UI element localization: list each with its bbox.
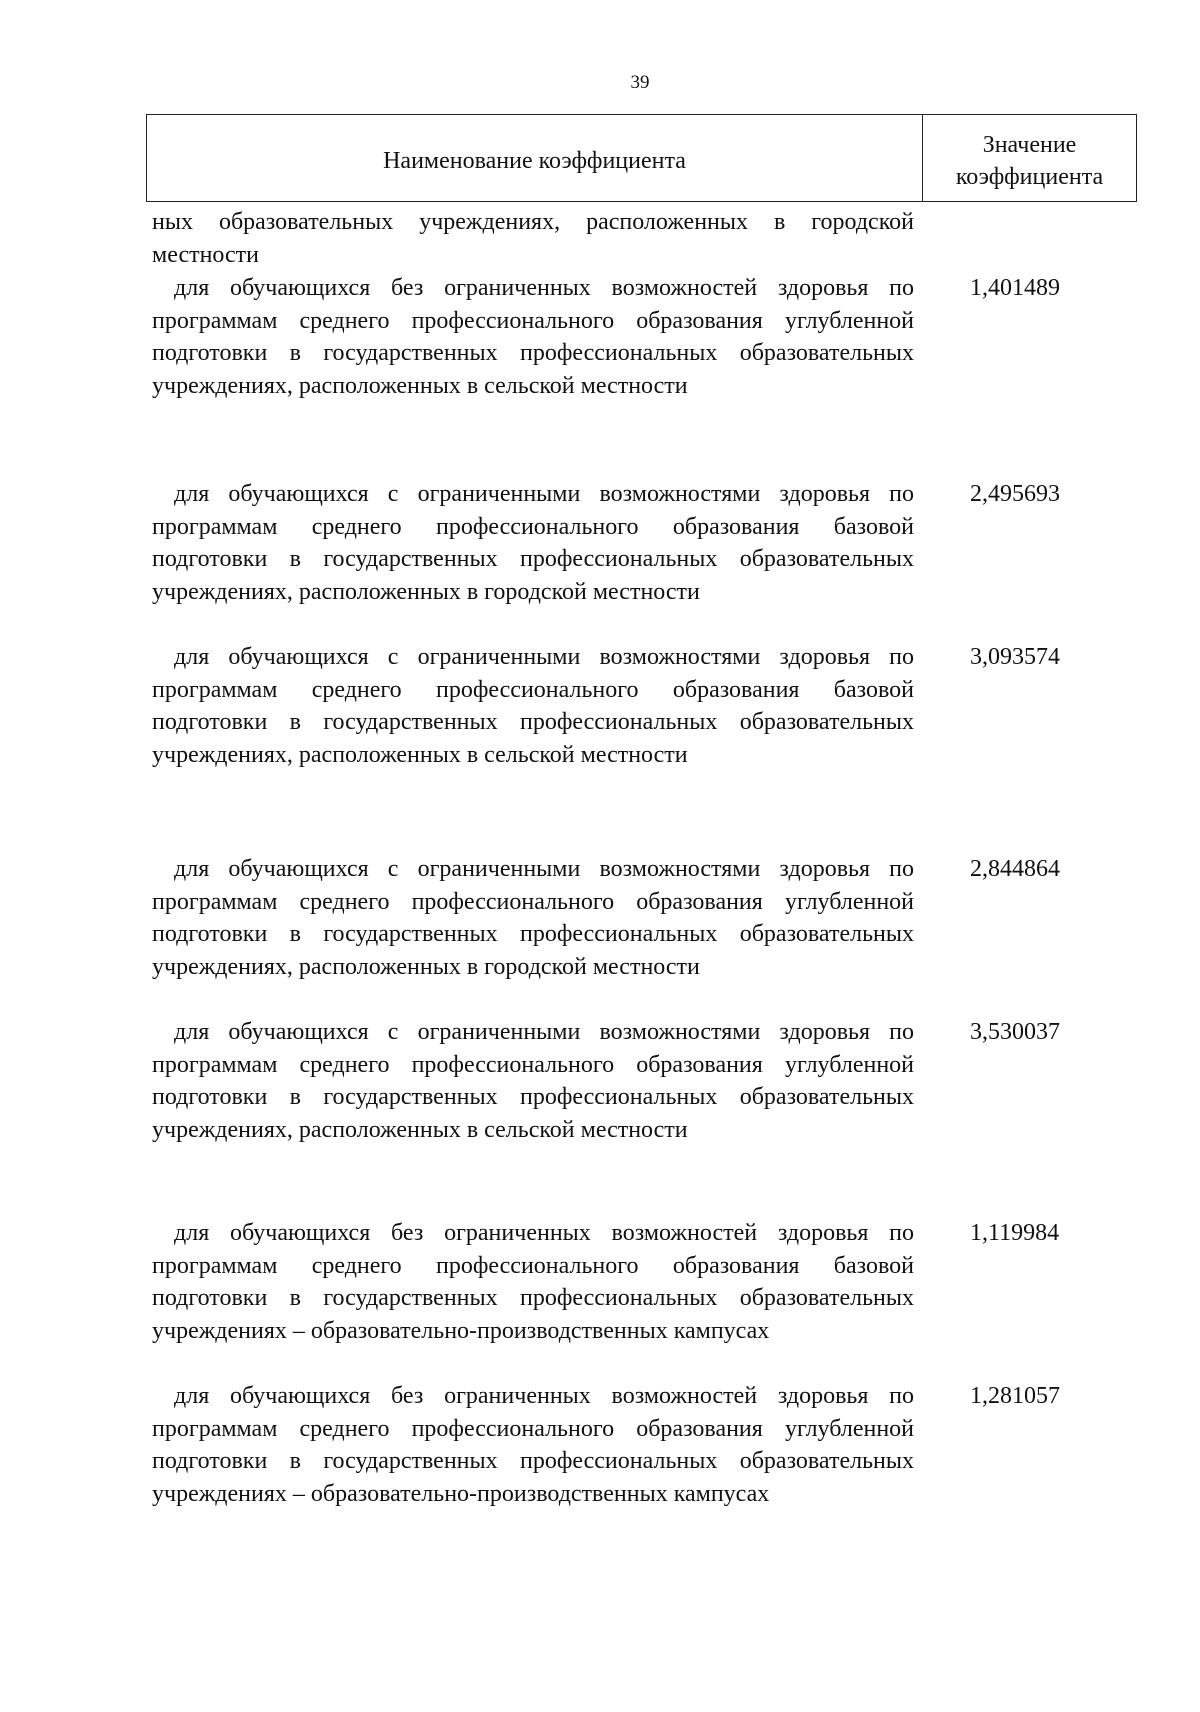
row-description: для обучающихся без ограниченных возможностей здоровья по программам среднего профессионального образования углубленной подготовки в государственных профессиональных образовательных учреждениях, расположенных в сельской местности bbox=[152, 275, 914, 399]
row-coefficient: 1,281057 bbox=[970, 1383, 1060, 1409]
continuation-text: ных образовательных учреждениях, расположенных в городской местности bbox=[152, 209, 914, 268]
header-name-column: Наименование коэффициента bbox=[147, 115, 923, 201]
row-description: для обучающихся с ограниченными возможностями здоровья по программам среднего профессионального образования базовой подготовки в государственных профессиональных образовательных учреждениях, расположенных в сельской местности bbox=[152, 644, 914, 768]
row-description: для обучающихся без ограниченных возможностей здоровья по программам среднего профессионального образования углубленной подготовки в государственных профессиональных образовательных учреждениях – образовательно-производственных кампусах bbox=[152, 1383, 914, 1507]
page-number: 39 bbox=[630, 72, 650, 93]
row-description: для обучающихся с ограниченными возможностями здоровья по программам среднего профессионального образования углубленной подготовки в государственных профессиональных образовательных учреждениях, расположенных в городской местности bbox=[152, 856, 914, 980]
row-coefficient: 2,844864 bbox=[970, 856, 1060, 882]
row-description: для обучающихся с ограниченными возможностями здоровья по программам среднего профессионального образования углубленной подготовки в государственных профессиональных образовательных учреждениях, расположенных в сельской местности bbox=[152, 1019, 914, 1143]
row-coefficient: 3,530037 bbox=[970, 1019, 1060, 1045]
header-value-line-2: коэффициента bbox=[955, 164, 1104, 190]
table-header bbox=[146, 114, 1137, 202]
row-coefficient: 1,119984 bbox=[970, 1220, 1060, 1246]
header-value-column bbox=[923, 115, 1136, 201]
header-value-line-1: Значение bbox=[982, 132, 1077, 158]
row-coefficient: 1,401489 bbox=[970, 275, 1060, 301]
row-description: для обучающихся без ограниченных возможностей здоровья по программам среднего профессионального образования базовой подготовки в государственных профессиональных образовательных учреждениях – образовательно-производственных кампусах bbox=[152, 1220, 914, 1344]
row-coefficient: 2,495693 bbox=[970, 481, 1060, 507]
row-description: для обучающихся с ограниченными возможностями здоровья по программам среднего профессионального образования базовой подготовки в государственных профессиональных образовательных учреждениях, расположенных в городской местности bbox=[152, 481, 914, 605]
row-coefficient: 3,093574 bbox=[970, 644, 1060, 670]
